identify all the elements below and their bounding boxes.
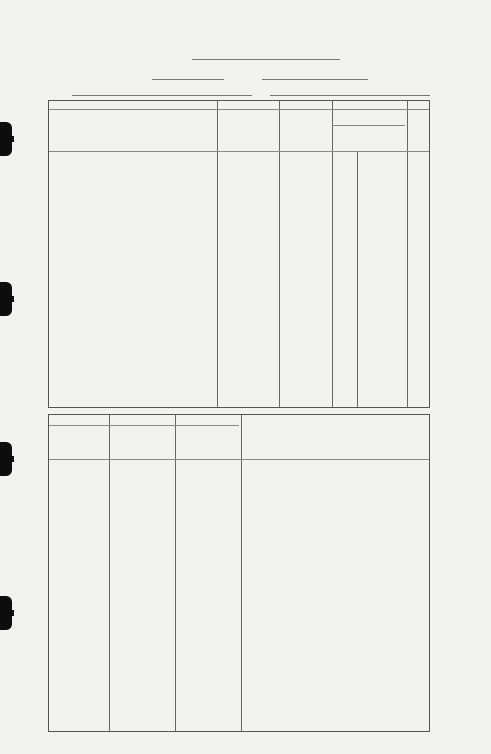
day-underline [152,79,224,80]
ship-underline [192,59,340,60]
binder-hole-icon [0,596,12,630]
month-underline [262,79,368,80]
status-change-table [48,414,430,732]
personnel-table [48,100,430,408]
from-underline [72,95,252,96]
to-underline [270,95,430,96]
binder-hole-icon [0,122,12,156]
binder-hole-icon [0,282,12,316]
binder-hole-icon [0,442,12,476]
